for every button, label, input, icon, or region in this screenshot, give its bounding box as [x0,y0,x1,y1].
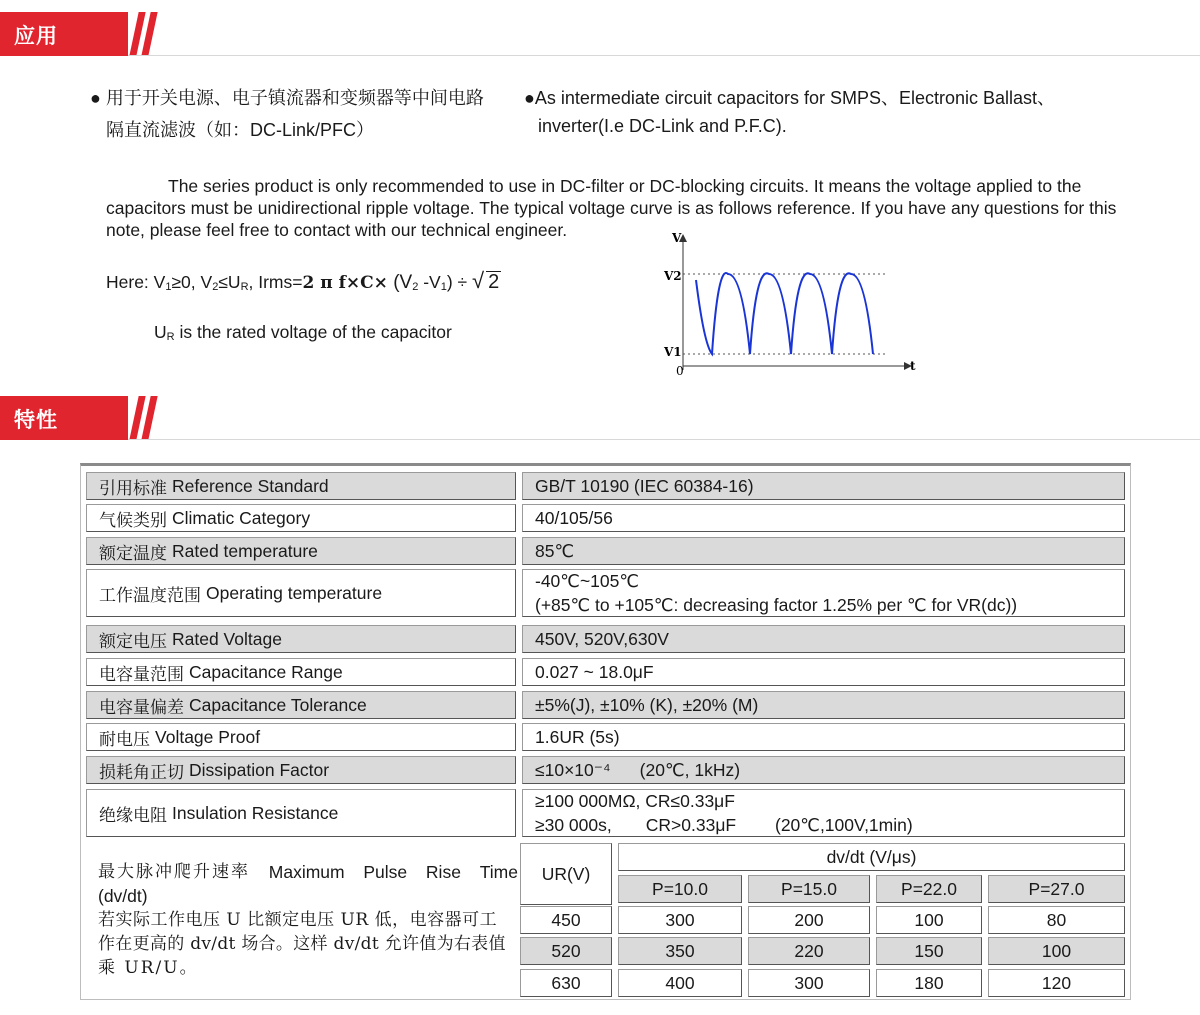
pulse-description [98,860,518,980]
spec-name-cell [86,723,516,751]
spec-value-line: ≥30 000s, CR>0.33μF (20℃,100V,1min) [535,815,913,835]
ripple-wave [696,273,873,354]
sqrt-icon: √ [472,268,485,293]
origin-label: 0 [676,364,684,378]
spec-name-en: Rated temperature [172,540,318,561]
section-divider [128,439,1200,440]
pulse-note-line3: 乘 UR/U。 [98,958,199,978]
spec-name-cn: 气候类别 [99,510,167,531]
spec-name-cell [86,625,516,653]
spec-value-line: 0.027 ~ 18.0μF [535,661,654,682]
spec-value-line: 1.6UR (5s) [535,726,620,747]
dvdt-value-cell: 220 [748,937,870,965]
en-bullet-line2: inverter(I.e DC-Link and P.F.C). [538,116,787,136]
spec-name-cell [86,569,516,617]
spec-name-en: Operating temperature [206,582,383,603]
spec-value-cell [522,756,1125,784]
spec-value-line: ±5%(J), ±10% (K), ±20% (M) [535,694,759,715]
formula: Here: $V_1\ge 0$, $V_2\le U_R$, Irms=2 π $f\times C\times (V_2$ $-V_1$) ÷ √ 2 [106,268,500,293]
spec-value-line: ≤10×10⁻⁴ (20℃, 1kHz) [535,759,741,780]
spec-name-en: Capacitance Range [189,661,343,682]
spec-name-cell [86,789,516,837]
spec-value-cell [522,504,1125,532]
pulse-note-line1: 若实际工作电压 U 比额定电压 UR 低，电容器可工 [98,910,498,930]
usage-note: The series product is only recommended to use in DC-filter or DC-blocking circuits. It means the voltage applied to the capacitors must be unidirectional ripple voltage. The typical voltage curve is as follows reference. If you have any questions for this note, please feel free to contact with our technical engineer. [106,176,1117,240]
spec-value-line: GB/T 10190 (IEC 60384-16) [535,475,754,496]
spec-name-en: Capacitance Tolerance [189,694,367,715]
pulse-title-line2: (dv/dt) [98,886,148,906]
ur-value-cell: 630 [520,969,612,997]
dvdt-value-cell: 400 [618,969,742,997]
spec-value-cell [522,472,1125,500]
pulse-title-line: 最大脉冲爬升速率 Maximum Pulse Rise Time [98,862,518,882]
p-header-cell: P=22.0 [876,875,982,903]
p-header-cell: P=27.0 [988,875,1125,903]
cn-bullet-line1: ● 用于开关电源、电子镇流器和变频器等中间电路 [90,88,484,108]
spec-value-line: 40/105/56 [535,507,613,528]
spec-name-en: Rated Voltage [172,628,282,649]
spec-value-cell [522,691,1125,719]
section-title: 特性 [14,408,58,432]
spec-name-en: Reference Standard [172,475,329,496]
section-divider [128,55,1200,56]
section-header-features [0,396,1200,440]
x-axis-label: t [910,359,916,373]
voltage-curve-graph [660,228,930,378]
spec-value-cell [522,569,1125,617]
dvdt-value-cell: 150 [876,937,982,965]
spec-name-cn: 额定电压 [99,631,167,652]
spec-name-cn: 工作温度范围 [99,585,201,606]
spec-value-cell [522,723,1125,751]
dvdt-value-cell: 300 [748,969,870,997]
spec-name-en: Voltage Proof [155,726,261,747]
dvdt-value-cell: 80 [988,906,1125,934]
pulse-note-line2: 作在更高的 dv/dt 场合。这样 dv/dt 允许值为右表值 [98,934,506,954]
spec-value-cell [522,537,1125,565]
spec-name-cell [86,472,516,500]
ur-value-cell: 520 [520,937,612,965]
dvdt-value-cell: 200 [748,906,870,934]
spec-name-cn: 耐电压 [99,729,150,750]
spec-name-cn: 电容量偏差 [99,697,184,718]
spec-name-cell [86,658,516,686]
spec-value-cell [522,625,1125,653]
ur-definition: $U_R$ is the rated voltage of the capacitor [154,322,452,343]
p-header-cell: P=15.0 [748,875,870,903]
spec-name-en: Climatic Category [172,507,311,528]
section-title: 应用 [14,24,58,48]
spec-name-cn: 额定温度 [99,543,167,564]
spec-value-cell [522,789,1125,837]
spec-name-en: Dissipation Factor [189,759,330,780]
spec-name-en: Insulation Resistance [172,802,339,823]
spec-name-cn: 引用标准 [99,478,167,499]
spec-value-line: -40℃~105℃ [535,571,640,591]
en-bullet-line1: ●As intermediate circuit capacitors for SMPS、Electronic Ballast、 [524,88,1056,108]
ur-value-cell: 450 [520,906,612,934]
y-axis-label: V [672,231,682,245]
spec-value-line: 85℃ [535,540,575,561]
dvdt-value-cell: 180 [876,969,982,997]
spec-name-cell [86,504,516,532]
spec-value-line: 450V, 520V,630V [535,628,669,649]
spec-name-cn: 损耗角正切 [99,762,184,783]
dvdt-value-cell: 300 [618,906,742,934]
dvdt-value-cell: 350 [618,937,742,965]
dvdt-value-cell: 120 [988,969,1125,997]
spec-value-line: ≥100 000MΩ, CR≤0.33μF [535,791,735,811]
dvdt-value-cell: 100 [876,906,982,934]
p-header-cell: P=10.0 [618,875,742,903]
spec-name-cell [86,691,516,719]
section-header-application [0,12,1200,56]
spec-name-cell [86,756,516,784]
spec-value-cell [522,658,1125,686]
spec-value-line: (+85℃ to +105℃: decreasing factor 1.25% per ℃ for VR(dc)) [535,595,1018,615]
dvdt-header-cell: dv/dt (V/μs) [618,843,1125,871]
spec-name-cn: 电容量范围 [99,664,184,685]
ur-header-cell: UR(V) [520,843,612,905]
dvdt-value-cell: 100 [988,937,1125,965]
spec-name-cell [86,537,516,565]
v2-label: V2 [664,269,682,283]
v1-label: V1 [664,345,682,359]
cn-bullet-line2: 隔直流滤波（如：DC-Link/PFC） [106,120,375,140]
spec-name-cn: 绝缘电阻 [99,805,167,826]
